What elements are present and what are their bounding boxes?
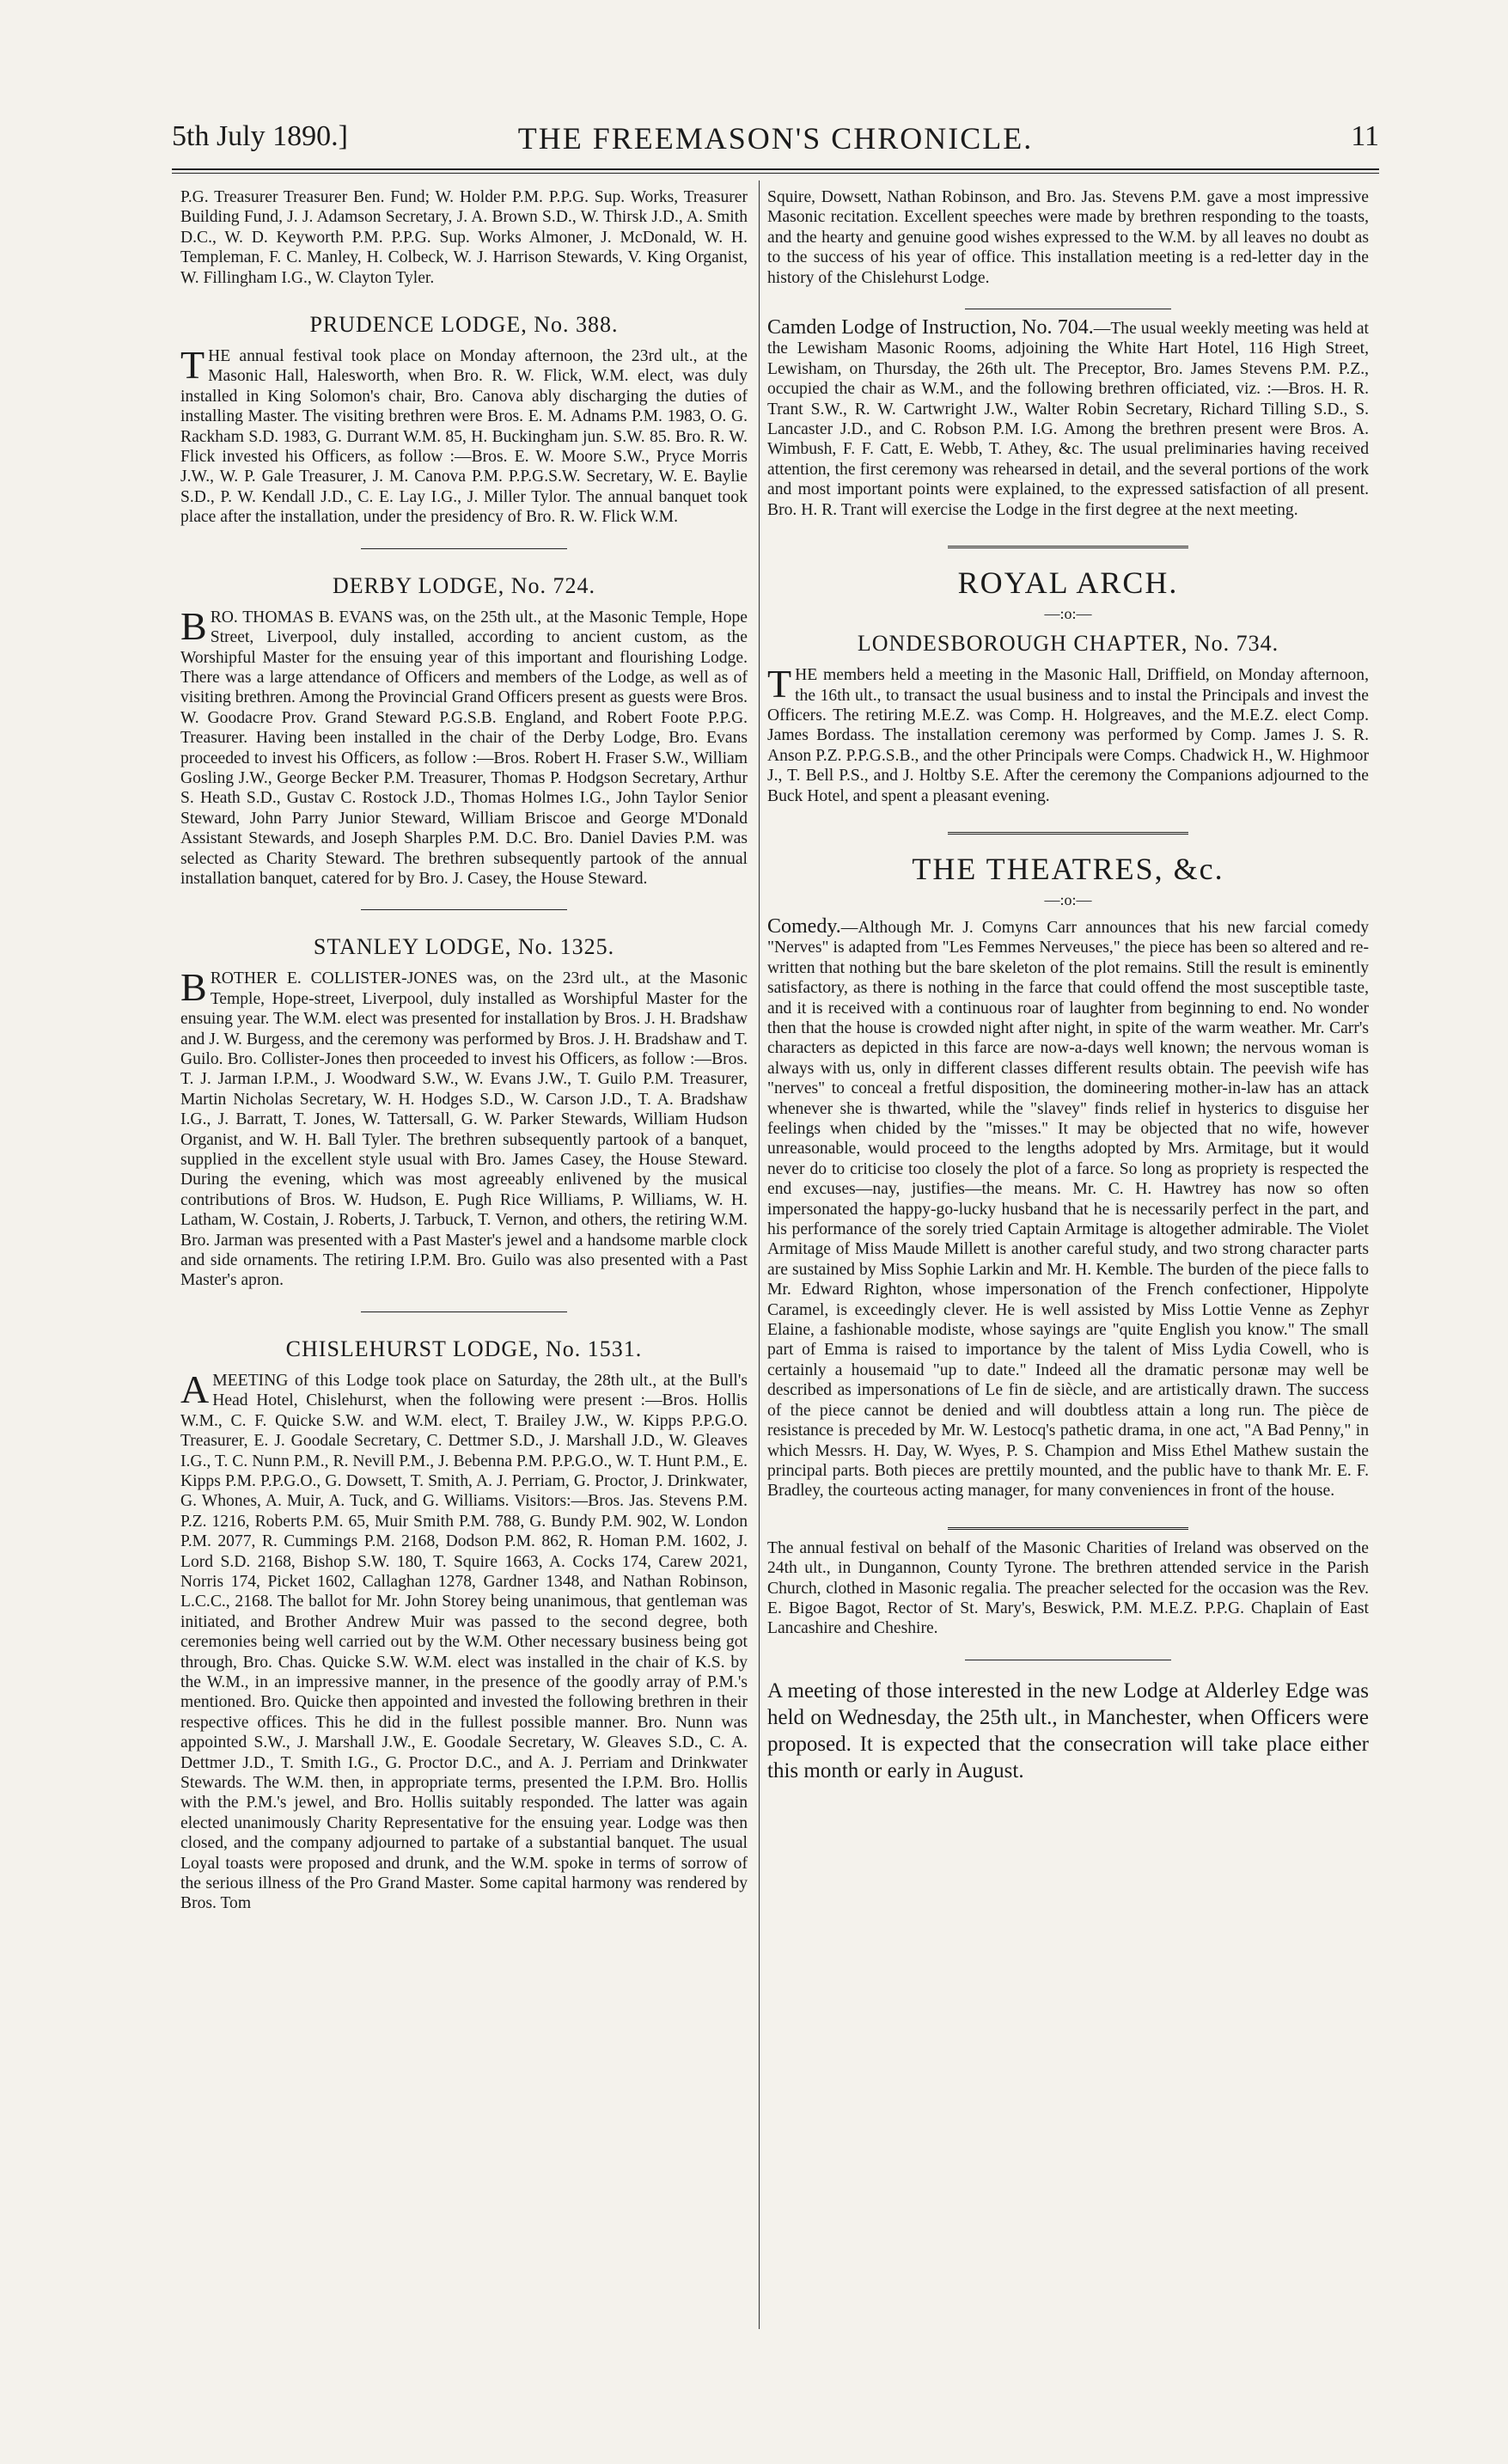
comedy-review-article	[767, 914, 1369, 1501]
article-text: RO. THOMAS B. EVANS was, on the 25th ult., at the Masonic Temple, Hope Street, Liverpool, duly installed, according to ancient custom, as the Worshipful Master for the ensuing year of this important and flourishing Lodge. There was a large attendance of Officers and members of the Lodge, as well as of visiting brethren. Among the Provincial Grand Officers present as guests were Bros. W. Goodacre Prov. Grand Steward P.G.S.B. England, and Robert Foote P.P.G. Treasurer. Having been installed in the chair of the Derby Lodge, Bro. Evans proceeded to invest his Officers, as follow :—Bros. Robert H. Fraser S.W., William Gosling J.W., George Becker P.M. Treasurer, Thomas P. Hodgson Secretary, Arthur S. Heath S.D., Gustav C. Rostock J.D., Thomas Holmes I.G., John Taylor Senior Steward, John Parry Junior Steward, William Briscoe and George M'Donald Assistant Stewards, and Joseph Sharples P.M. D.C. Bro. Daniel Davies P.M. was selected as Charity Steward. The brethren subsequently partook of the annual installation banquet, catered for by Bro. J. Casey, the House Steward.	[180, 608, 748, 888]
londesborough-chapter-article	[767, 662, 1369, 806]
section-separator	[948, 832, 1188, 835]
dropcap: T	[180, 343, 205, 388]
stanley-lodge-title: STANLEY LODGE, No. 1325.	[313, 934, 615, 960]
masthead-rule-thin	[172, 173, 1379, 174]
dropcap: B	[180, 603, 207, 648]
derby-lodge-title: DERBY LODGE, No. 724.	[332, 572, 596, 598]
dropcap: T	[767, 662, 792, 706]
section-separator	[361, 909, 567, 910]
issue-date: 5th July 1890.]	[172, 120, 348, 152]
prudence-lodge-title: PRUDENCE LODGE, No. 388.	[309, 312, 619, 338]
publication-title: THE FREEMASON'S CHRONICLE.	[517, 121, 1034, 156]
ireland-charities-article: The annual festival on behalf of the Masonic Charities of Ireland was observed on the 24th ult., in Dungannon, County Tyrone. The brethren attended service in the Parish Church, clothed in Masonic regalia. The preacher selected for the occasion was the Rev. E. Bigoe Bagot, Rector of St. Mary's, Beswick, P.M. M.E.Z. P.P.G. Chaplain of East Lancashire and Cheshire.	[767, 1538, 1369, 1638]
royal-arch-title: ROYAL ARCH.	[957, 566, 1179, 601]
prudence-lodge-article	[180, 343, 748, 528]
chislehurst-lodge-title: CHISLEHURST LODGE, No. 1531.	[285, 1336, 643, 1361]
masthead	[172, 120, 1379, 165]
article-text: ROTHER E. COLLISTER-JONES was, on the 23rd ult., at the Masonic Temple, Hope-street, Liverpool, duly installed as Worshipful Master for the ensuing year. The W.M. elect was presented for installation by Bros. J. H. Bradshaw and J. W. Burgess, and the ceremony was performed by Bros. J. H. Bradshaw and T. Guilo. Bro. Collister-Jones then proceeded to invest his Officers, as follow :—Bros. T. J. Jarman I.P.M., J. Woodward S.W., W. Evans J.W., T. Guilo P.M. Treasurer, Martin Nicholas Secretary, W. H. Hodges S.D., W. Carson J.D., T. A. Bradshaw I.G., J. Barratt, T. Jones, W. Tattersall, G. W. Parker Stewards, William Hudson Organist, and W. H. Ball Tyler. The brethren subsequently partook of a banquet, supplied in the excellent style usual with Bro. James Casey, the House Steward. During the evening, which was most agreeably enlivened by the musical contributions of Bros. W. Hudson, E. Pugh Rice Williams, P. Williams, W. H. Latham, W. Costain, J. Roberts, J. Tarbuck, T. Vernon, and others, the retiring W.M. Bro. Jarman was presented with a Past Master's jewel and a handsome marble clock and side ornaments. The retiring I.P.M. Bro. Guilo was also presented with a Past Master's apron.	[180, 969, 748, 1290]
section-separator	[361, 1311, 567, 1312]
article-text: —The usual weekly meeting was held at the Lewisham Masonic Rooms, adjoining the White Hart Hotel, 116 High Street, Lewisham, on Thursday, the 26th ult. The Preceptor, Bro. James Stevens P.M. P.Z., occupied the chair as W.M., and the following brethren officiated, viz. :—Bros. H. R. Trant S.W., R. W. Cartwright J.W., Walter Robin Secretary, Richard Tilling S.D., S. Lancaster J.D., and C. Robson P.M. I.G. Among the brethren present were Bros. A. Wimbush, F. F. Catt, E. Webb, T. Athey, &c. The usual preliminaries having received attention, the first ceremony was rehearsed in detail, and the several portions of the work and most important points were explained, to the expressed satisfaction of all present. Bro. H. R. Trant will exercise the Lodge in the first degree at the next meeting.	[767, 320, 1369, 519]
chislehurst-continuation: Squire, Dowsett, Nathan Robinson, and Bro. Jas. Stevens P.M. gave a most impressive Masonic recitation. Excellent speeches were made by brethren responding to the toasts, and the hearty and genuine good wishes expressed to the W.M. by all leaves no doubt as to the success of his year of office. This installation meeting is a red-letter day in the history of the Chislehurst Lodge.	[767, 188, 1369, 287]
column-divider	[759, 180, 760, 2329]
article-text: HE annual festival took place on Monday afternoon, the 23rd ult., at the Masonic Hall, Halesworth, when Bro. R. W. Flick, W.M. elect, was duly installed in King Solomon's chair, Bro. Canova ably discharging the duties of installing Master. The visiting brethren were Bros. E. M. Adnams P.M. 1983, O. G. Rackham S.D. 1983, G. Durrant W.M. 85, H. Buckingham jun. S.W. 85. Bro. R. W. Flick invested his Officers, as follow :—Bros. E. W. Moore S.W., Pryce Morris J.W., W. P. Gale Treasurer, J. M. Canova P.M. P.P.G.S.W. Secretary, W. E. Baylie S.D., P. W. Kendall J.D., C. E. Lay I.G., J. Miller Tylor. The annual banquet took place after the installation, under the presidency of Bro. R. W. Flick W.M.	[180, 347, 748, 527]
ornament: —:o:—	[1044, 890, 1092, 908]
comedy-heading: Comedy.	[767, 914, 841, 938]
section-separator	[361, 548, 567, 549]
section-separator	[948, 546, 1188, 548]
article-text: MEETING of this Lodge took place on Saturday, the 28th ult., at the Bull's Head Hotel, Chislehurst, when the following were present :—Bros. Hollis W.M., C. F. Quicke S.W. and W.M. elect, T. Brailey J.W., W. Kipps P.P.G.O. Treasurer, E. J. Goodale Secretary, C. Dettmer S.D., J. Marshall J.D., W. Gleaves I.G., T. C. Nunn P.M., R. Nevill P.M., J. Bebenna P.M. P.P.G.O., W. T. Hunt P.M., E. Kipps P.M. P.P.G.O., G. Dowsett, T. Smith, A. J. Perriam, G. Proctor, J. Drinkwater, G. Whones, A. Muir, A. Tuck, and G. Williams. Visitors:—Bros. Jas. Stevens P.M. P.Z. 1216, Roberts P.M. 65, Muir Smith P.M. 788, G. Bundy P.M. 902, W. London P.M. 2077, R. Cummings P.M. 2168, Dodson P.M. 862, R. Homan P.M. 1602, J. Lord S.D. 2168, Bishop S.W. 180, T. Squire 1663, A. Cocks 174, Carew 2021, Norris 174, Picket 1602, Callaghan 1278, Gardner 1348, and Nathan Robinson, L.C.C., 2168. The ballot for Mr. John Storey being unanimous, that gentleman was initiated, and Brother Andrew Muir was passed to the second degree, both ceremonies being well carried out by the W.M. Other necessary business being got through, Bro. Chas. Quicke S.W. W.M. elect was installed in the chair of K.S. by the W.M., in an impressive manner, in the presence of the goodly array of P.M.'s mentioned. Bro. Quicke then appointed and invested the following brethren in their respective offices. This he did in the fullest possible manner. Bro. Nunn was appointed S.W., J. Marshall J.W., E. Goodale Secretary, W. Gleaves S.D., C. A. Dettmer J.D., T. Smith I.G., G. Proctor D.C., and A. J. Perriam and Drinkwater Stewards. The W.M. then, in appropriate terms, presented the I.P.M. Bro. Hollis with the P.M.'s jewel, and Bro. Hollis suitably responded. The latter was again elected unanimously Charity Representative for the ensuing year. Lodge was then closed, and the company adjourned to partake of a substantial banquet. The usual Loyal toasts were proposed and drunk, and the W.M. spoke in terms of sorrow of the serious illness of the Pro Grand Master. Some capital harmony was rendered by Bros. Tom	[180, 1371, 748, 1913]
left-column	[180, 187, 748, 1914]
right-column	[767, 187, 1369, 1784]
camden-lodge-article	[767, 318, 1369, 520]
theatres-title: THE THEATRES, &c.	[912, 851, 1224, 886]
stanley-lodge-article	[180, 965, 748, 1291]
article-text: —Although Mr. J. Comyns Carr announces that his new farcial comedy "Nerves" is adapted from "Les Femmes Nerveuses," the piece has been so altered and re-written that nothing but the bare skeleton of the plot remains. Still the result is eminently satisfactory, as there is nothing in the farce that could offend the most susceptible taste, and it is received with a continuous roar of laughter from beginning to end. No wonder then that the house is crowded night after night, in spite of the warm weather. Mr. Carr's characters as depicted in this farce are now-a-days well known; the nervous woman is always with us, only in different classes different results obtain. The peevish wife has "nerves" to conceal a fretful disposition, the domineering mother-in-law has an attack whenever she is thwarted, while the "slavey" finds relief in hysterics to disguise her feelings when chided by the "misses." It may be objected that no wife, however unreasonable, would proceed to the lengths adopted by Mrs. Armitage, but it would never do to criticise too closely the plot of a farce. So long as propriety is respected the end excuses—nay, justifies—the means. Mr. C. H. Hawtrey has now so often impersonated the happy-go-lucky husband that he is necessarily perfect in the part, and his performance of the sorely tried Captain Armitage is altogether admirable. The Violet Armitage of Miss Maude Millett is another careful study, and two strong character parts are sustained by Miss Sophie Larkin and Mr. H. Kemble. The burden of the piece falls to Mr. Edward Righton, whose impersonation of the French confectioner, Hippolyte Caramel, is exceedingly clever. He is well assisted by Miss Lottie Venne as Zephyr Elaine, a fashionable modiste, whose sayings are "quite English you know." The small part of Emma is raised to importance by the talent of Miss Lydia Cowell, who is certainly a housemaid "up to date." Indeed all the dramatic personæ may well be described as impersonations of Le fin de siècle, and are artistically drawn. The success of the piece cannot be denied and will doubtless attain a long run. The pièce de resistance is preceded by Mr. W. Lestocq's pathetic drama, in one act, "A Bad Penny," in which Messrs. H. Day, W. Wyes, P. S. Champion and Miss Ethel Mathew sustain the principal parts. Both pieces are prettily mounted, and the public have to thank Mr. E. F. Bradley, the courteous acting manager, for many conveniences in front of the house.	[767, 918, 1369, 1501]
camden-lodge-heading: Camden Lodge of Instruction, No. 704.	[767, 316, 1094, 339]
londesborough-chapter-title: LONDESBOROUGH CHAPTER, No. 734.	[857, 631, 1279, 657]
alderley-edge-article: A meeting of those interested in the new Lodge at Alderley Edge was held on Wednesday, the 25th ult., in Manchester, when Officers were proposed. It is expected that the consecration will take place either this month or early in August.	[767, 1678, 1369, 1782]
page-number: 11	[1351, 120, 1379, 152]
chislehurst-lodge-article	[180, 1367, 748, 1914]
intro-paragraph: P.G. Treasurer Treasurer Ben. Fund; W. Holder P.M. P.P.G. Sup. Works, Treasurer Building Fund, J. J. Adamson Secretary, J. A. Brown S.D., W. Thirsk J.D., A. Smith D.C., W. D. Keyworth P.M. P.P.G. Sup. Works Almoner, J. McDonald, W. H. Templeman, F. C. Manley, H. Colbeck, W. J. Harrison Stewards, V. King Organist, W. Fillingham I.G., W. Clayton Tyler.	[180, 188, 748, 287]
article-text: HE members held a meeting in the Masonic Hall, Driffield, on Monday afternoon, the 16th ult., to transact the usual business and to instal the Principals and invest the Officers. The retiring M.E.Z. was Comp. H. Holgreaves, and the M.E.Z. elect Comp. James Bordass. The installation ceremony was performed by Comp. James J. S. R. Anson P.Z. P.P.G.S.B., and the other Principals were Comps. Chadwick H., W. Highmoor J., T. Bell P.S., and J. Holtby S.E. After the ceremony the Companions adjourned to the Buck Hotel, and spent a pleasant evening.	[767, 666, 1369, 805]
derby-lodge-article	[180, 603, 748, 890]
masthead-rule	[172, 168, 1379, 170]
ornament: —:o:—	[1044, 605, 1092, 623]
dropcap: A	[180, 1367, 210, 1411]
dropcap: B	[180, 965, 207, 1010]
